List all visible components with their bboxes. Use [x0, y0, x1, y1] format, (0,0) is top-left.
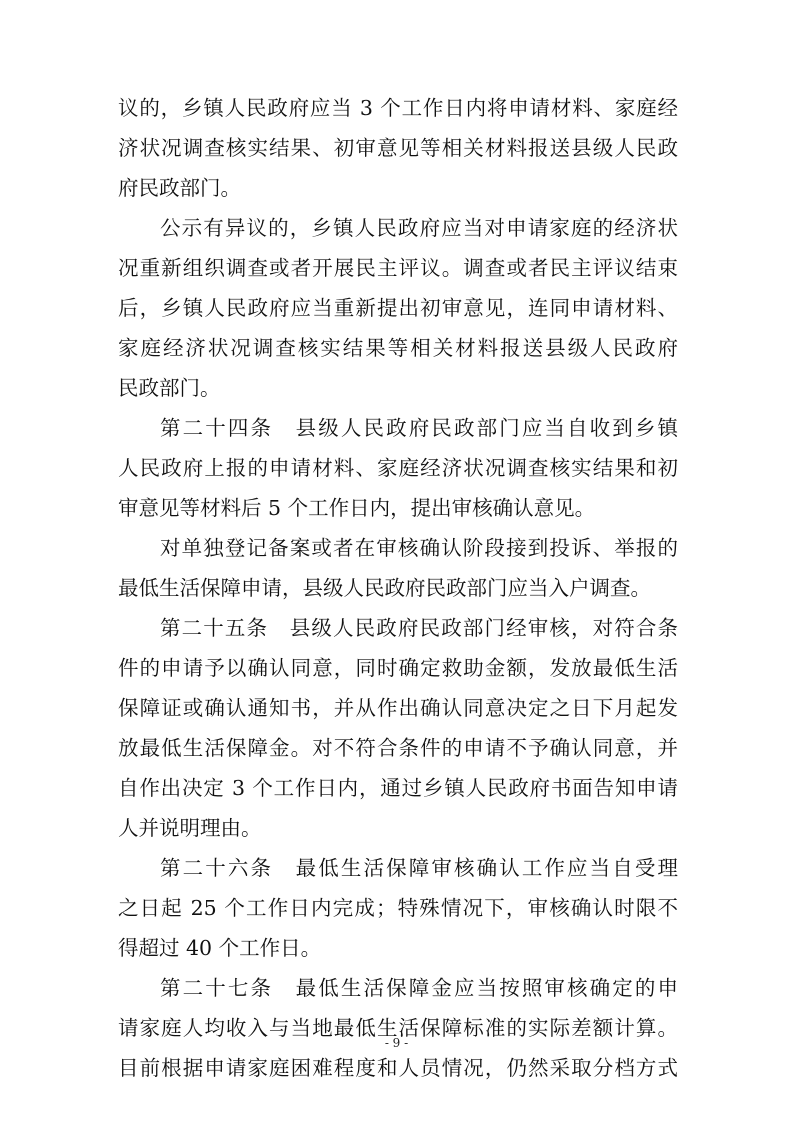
text-line: 第二十七条 最低生活保障金应当按照审核确定的申	[160, 976, 678, 1000]
text-line: 后，乡镇人民政府应当重新提出初审意见，连同申请材料、	[118, 296, 678, 320]
text-line: 况重新组织调查或者开展民主评议。调查或者民主评议结束	[118, 256, 678, 280]
paragraph	[118, 848, 678, 968]
text-line: 之日起 25 个工作日内完成；特殊情况下，审核确认时限不	[118, 896, 678, 920]
paragraph	[118, 208, 678, 408]
text-line: 第二十五条 县级人民政府民政部门经审核，对符合条	[160, 616, 678, 640]
text-line: 第二十四条 县级人民政府民政部门应当自收到乡镇	[160, 416, 678, 440]
text-line: 民政部门。	[118, 376, 221, 400]
text-line: 件的申请予以确认同意，同时确定救助金额，发放最低生活	[118, 656, 678, 680]
document-body	[118, 88, 678, 1088]
paragraph	[118, 88, 678, 208]
text-line: 保障证或确认通知书，并从作出确认同意决定之日下月起发	[118, 696, 678, 720]
text-line: 得超过 40 个工作日。	[118, 936, 322, 960]
paragraph	[118, 408, 678, 528]
text-line: 对单独登记备案或者在审核确认阶段接到投诉、举报的	[160, 536, 678, 560]
text-line: 审意见等材料后 5 个工作日内，提出审核确认意见。	[118, 496, 596, 520]
text-line: 府民政部门。	[118, 176, 241, 200]
text-line: 最低生活保障申请，县级人民政府民政部门应当入户调查。	[118, 576, 651, 600]
text-line: 家庭经济状况调查核实结果等相关材料报送县级人民政府	[118, 336, 678, 360]
paragraph	[118, 608, 678, 848]
text-line: 公示有异议的，乡镇人民政府应当对申请家庭的经济状	[160, 216, 678, 240]
text-line: 人民政府上报的申请材料、家庭经济状况调查核实结果和初	[118, 456, 678, 480]
paragraph	[118, 528, 678, 608]
paragraph	[118, 968, 678, 1088]
text-line: 第二十六条 最低生活保障审核确认工作应当自受理	[160, 856, 678, 880]
text-line: 放最低生活保障金。对不符合条件的申请不予确认同意，并	[118, 736, 678, 760]
text-line: 自作出决定 3 个工作日内，通过乡镇人民政府书面告知申请	[118, 776, 678, 800]
page-number: - 9 -	[384, 1036, 409, 1050]
text-line: 请家庭人均收入与当地最低生活保障标准的实际差额计算。	[118, 1016, 678, 1040]
text-line: 议的，乡镇人民政府应当 3 个工作日内将申请材料、家庭经	[118, 96, 678, 120]
text-line: 目前根据申请家庭困难程度和人员情况，仍然采取分档方式	[118, 1056, 678, 1080]
text-line: 人并说明理由。	[118, 816, 262, 840]
text-line: 济状况调查核实结果、初审意见等相关材料报送县级人民政	[118, 136, 678, 160]
